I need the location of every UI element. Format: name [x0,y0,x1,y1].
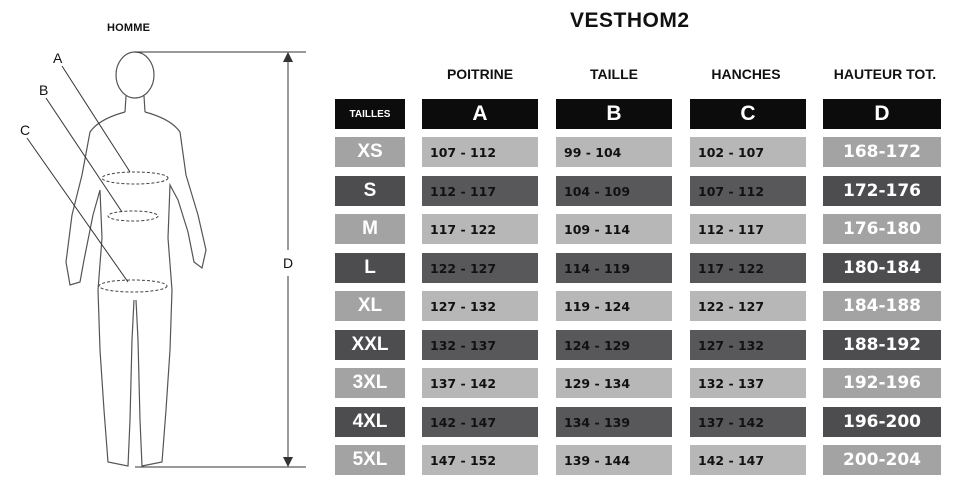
taille-value-cell: 104 - 109 [556,176,672,206]
hanches-value-cell: 112 - 117 [690,214,806,244]
hanches-value-cell: 122 - 127 [690,291,806,321]
hauteur-value-cell: 180-184 [823,253,941,283]
hauteur-value-cell: 168-172 [823,137,941,167]
hauteur-value-cell: 184-188 [823,291,941,321]
poitrine-value-cell: 107 - 112 [422,137,538,167]
hanches-value-cell: 127 - 132 [690,330,806,360]
column-header-taille: TAILLE [590,66,638,82]
body-measurement-figure [0,0,320,499]
poitrine-value-cell: 112 - 117 [422,176,538,206]
taille-value-cell: 124 - 129 [556,330,672,360]
column-header-hauteur: HAUTEUR TOT. [833,66,937,82]
hanches-value-cell: 117 - 122 [690,253,806,283]
hauteur-value-cell: 192-196 [823,368,941,398]
size-label-cell: XS [335,137,405,167]
size-label-cell: 3XL [335,368,405,398]
poitrine-value-cell: 127 - 132 [422,291,538,321]
size-chart-title: VESTHOM2 [570,9,690,32]
label-d: D [283,255,294,271]
hanches-value-cell: 107 - 112 [690,176,806,206]
taille-value-cell: 99 - 104 [556,137,672,167]
poitrine-value-cell: 142 - 147 [422,407,538,437]
taille-value-cell: 129 - 134 [556,368,672,398]
taille-value-cell: 134 - 139 [556,407,672,437]
size-label-cell: 5XL [335,445,405,475]
size-label-cell: XL [335,291,405,321]
hauteur-value-cell: 172-176 [823,176,941,206]
column-letter-a: A [422,99,538,129]
sizes-header-cell: TAILLES [335,99,405,129]
hanches-value-cell: 137 - 142 [690,407,806,437]
hauteur-value-cell: 200-204 [823,445,941,475]
column-letter-c: C [690,99,806,129]
taille-value-cell: 114 - 119 [556,253,672,283]
hanches-value-cell: 142 - 147 [690,445,806,475]
human-silhouette-icon [0,0,320,499]
poitrine-value-cell: 117 - 122 [422,214,538,244]
label-c: C [20,122,31,138]
size-label-cell: XXL [335,330,405,360]
poitrine-value-cell: 122 - 127 [422,253,538,283]
hauteur-value-cell: 176-180 [823,214,941,244]
size-label-cell: S [335,176,405,206]
size-label-cell: 4XL [335,407,405,437]
label-b: B [39,82,49,98]
column-letter-b: B [556,99,672,129]
poitrine-value-cell: 147 - 152 [422,445,538,475]
taille-value-cell: 139 - 144 [556,445,672,475]
column-header-poitrine: POITRINE [446,66,514,82]
column-header-hanches: HANCHES [711,66,781,82]
column-letter-d: D [823,99,941,129]
hauteur-value-cell: 196-200 [823,407,941,437]
poitrine-value-cell: 132 - 137 [422,330,538,360]
hauteur-value-cell: 188-192 [823,330,941,360]
size-label-cell: L [335,253,405,283]
hanches-value-cell: 102 - 107 [690,137,806,167]
label-a: A [53,50,63,66]
taille-value-cell: 109 - 114 [556,214,672,244]
hanches-value-cell: 132 - 137 [690,368,806,398]
taille-value-cell: 119 - 124 [556,291,672,321]
figure-heading: HOMME [107,22,151,34]
poitrine-value-cell: 137 - 142 [422,368,538,398]
size-label-cell: M [335,214,405,244]
